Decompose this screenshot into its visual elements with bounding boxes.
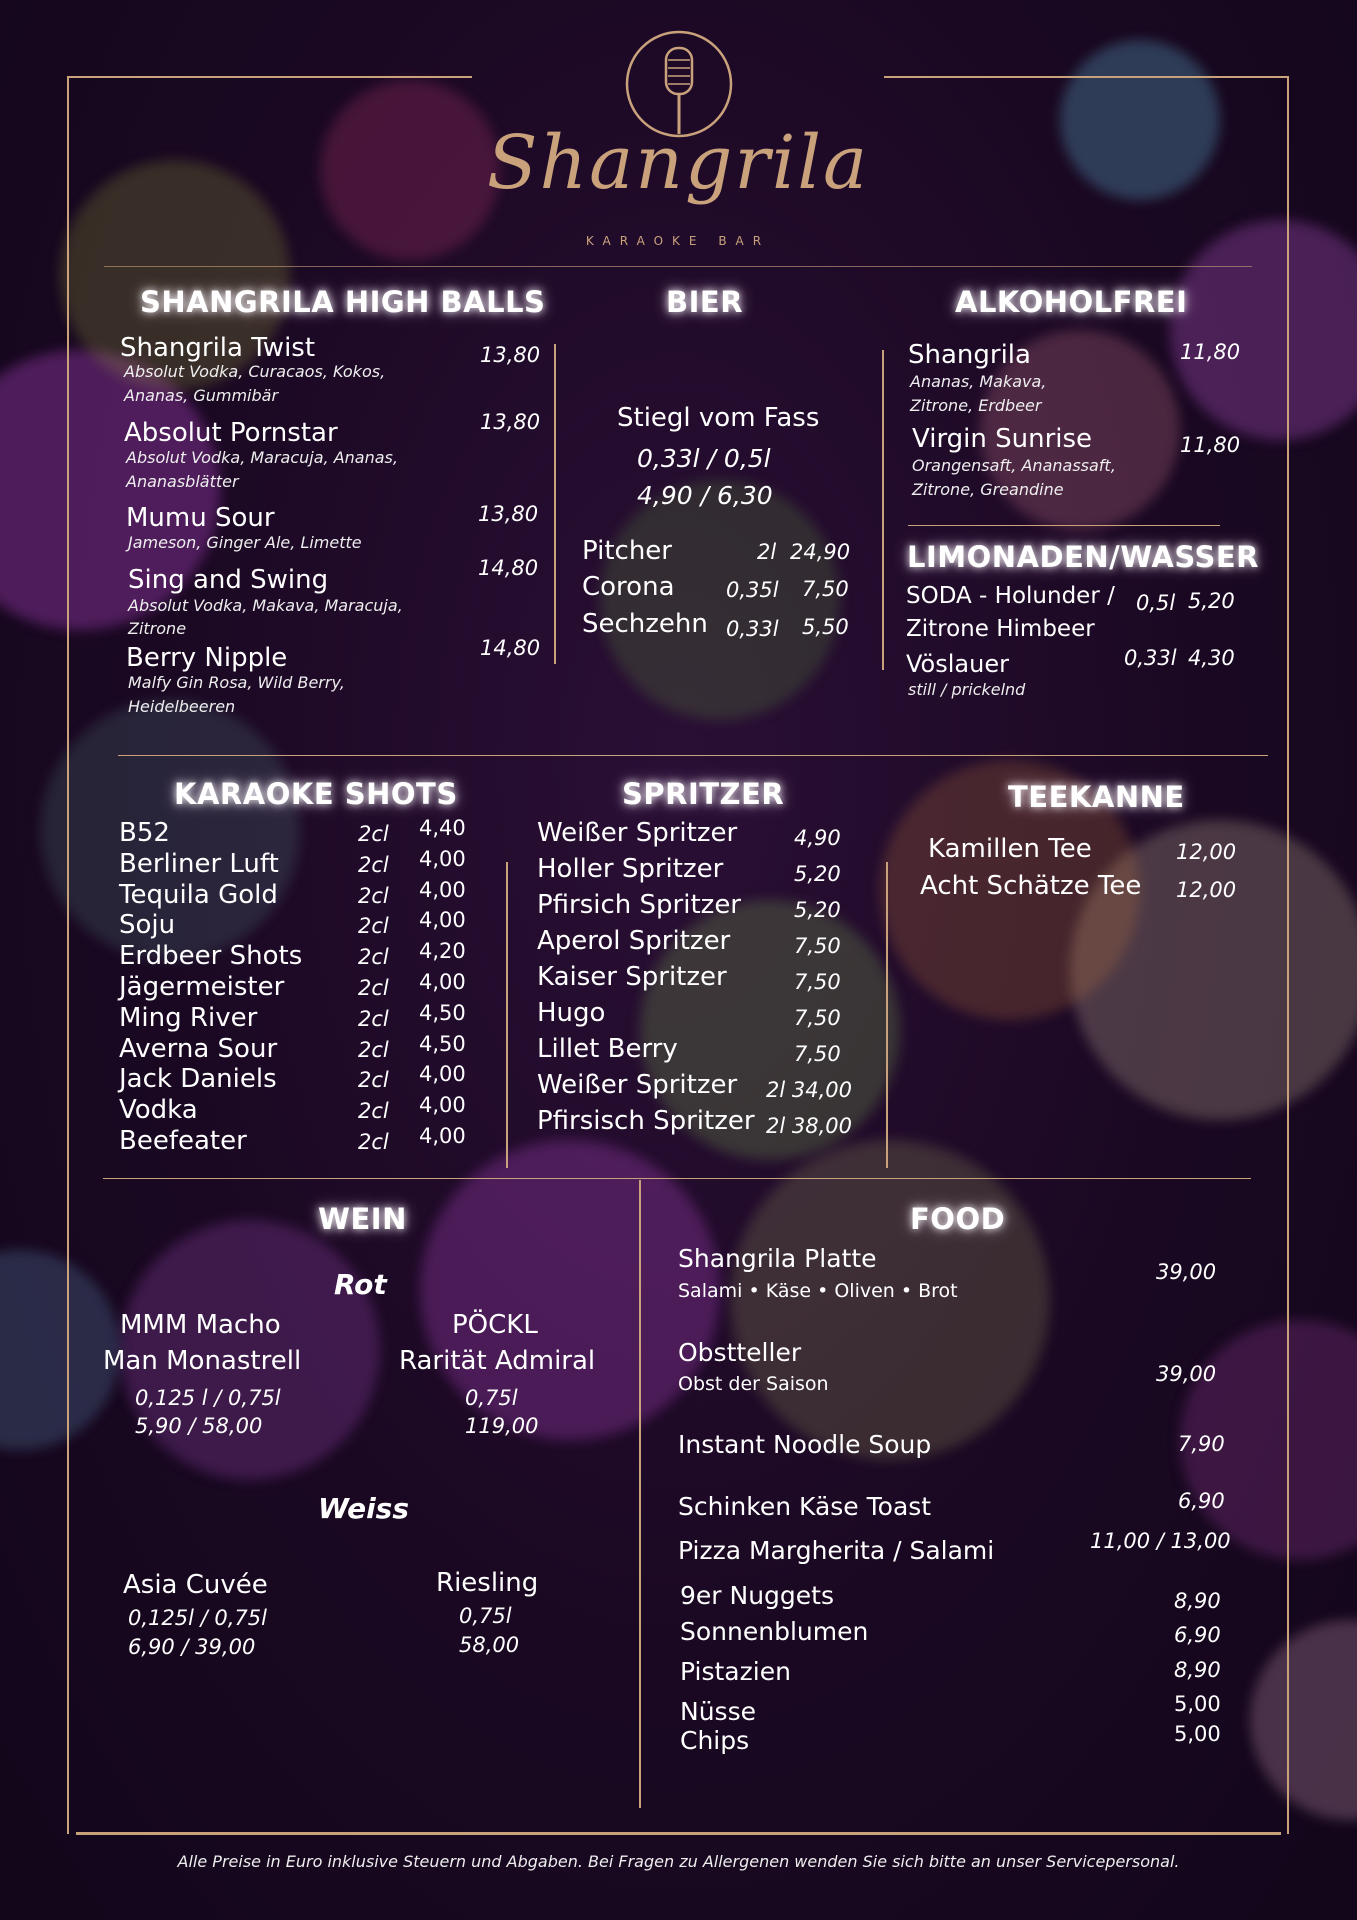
food-name: Nüsse — [680, 1697, 756, 1726]
shot-name: Averna Sour — [119, 1033, 278, 1064]
spritzer-name: Weißer Spritzer — [537, 1070, 738, 1100]
shot-price: 4,00 — [419, 1124, 466, 1148]
highball-name: Absolut Pornstar — [124, 418, 338, 448]
food-price: 6,90 — [1178, 1489, 1225, 1513]
food-name: Pizza Margherita / Salami — [678, 1536, 995, 1565]
food-desc: Salami • Käse • Oliven • Brot — [678, 1280, 958, 1302]
alkoholfrei-price: 11,80 — [1180, 433, 1241, 457]
limonaden-name: Zitrone Himbeer — [906, 616, 1095, 642]
food-price: 5,00 — [1174, 1692, 1221, 1716]
bier-name: Sechzehn — [582, 609, 708, 639]
food-price: 39,00 — [1156, 1260, 1217, 1284]
frame-top-right — [884, 76, 1288, 78]
wein-name: Asia Cuvée — [123, 1570, 268, 1600]
limonaden-name: SODA - Holunder / — [906, 583, 1115, 609]
tee-price: 12,00 — [1176, 840, 1237, 864]
highball-name: Mumu Sour — [126, 503, 275, 533]
shot-price: 4,00 — [419, 1062, 466, 1087]
shot-price: 4,50 — [419, 1031, 466, 1056]
spritzer-price: 7,50 — [794, 934, 841, 958]
food-price: 39,00 — [1156, 1362, 1217, 1386]
highball-name: Shangrila Twist — [120, 333, 316, 363]
shot-name: Beefeater — [119, 1126, 247, 1156]
highball-desc: Ananasblätter — [126, 472, 239, 491]
highball-price: 14,80 — [478, 556, 539, 580]
frame-top-left — [68, 76, 472, 78]
shot-name: Ming River — [119, 1002, 258, 1033]
bier-price: 5,50 — [802, 615, 849, 639]
food-price: 8,90 — [1174, 1589, 1221, 1613]
wein-size: 0,125 l / 0,75l — [135, 1386, 281, 1410]
spritzer-name: Pfirsisch Spritzer — [537, 1106, 755, 1136]
shots-title: KARAOKE SHOTS — [174, 777, 458, 811]
divider-v — [886, 862, 888, 1168]
wein-size: 0,125l / 0,75l — [128, 1606, 267, 1630]
alkoholfrei-name: Shangrila — [908, 340, 1031, 370]
wein-name: MMM Macho — [120, 1310, 281, 1340]
alkoholfrei-price: 11,80 — [1180, 340, 1241, 364]
divider-v — [554, 344, 556, 664]
spritzer-name: Aperol Spritzer — [537, 926, 731, 956]
alkoholfrei-desc: Zitrone, Erdbeer — [910, 396, 1042, 415]
bier-name: Pitcher — [582, 536, 672, 566]
wein-name: Riesling — [436, 1568, 539, 1598]
food-price: 5,00 — [1174, 1722, 1221, 1746]
limonaden-size: 0,5l — [1136, 591, 1176, 615]
limonaden-price: 5,20 — [1188, 589, 1235, 613]
shot-name: Erdbeer Shots — [119, 941, 303, 972]
highball-price: 13,80 — [480, 343, 541, 367]
highball-desc: Zitrone — [128, 619, 187, 638]
shot-size: 2cl — [358, 1006, 389, 1031]
shot-size: 2cl — [358, 822, 389, 846]
divider-v — [882, 350, 884, 670]
shot-price: 4,40 — [419, 816, 466, 840]
wein-price: 5,90 / 58,00 — [135, 1414, 263, 1438]
wein-price: 58,00 — [459, 1633, 520, 1657]
tee-name: Acht Schätze Tee — [920, 871, 1142, 901]
bier-size: 0,35l — [726, 578, 779, 602]
spritzer-title: SPRITZER — [622, 777, 785, 811]
wein-name: PÖCKL — [452, 1310, 538, 1340]
spritzer-price: 5,20 — [794, 862, 841, 886]
food-name: 9er Nuggets — [680, 1581, 835, 1610]
shot-name: Vodka — [119, 1095, 198, 1126]
food-name: Schinken Käse Toast — [678, 1492, 932, 1521]
shot-size: 2cl — [358, 945, 389, 970]
shot-size: 2cl — [358, 1068, 389, 1093]
food-name: Sonnenblumen — [680, 1617, 869, 1646]
shot-price: 4,00 — [419, 970, 466, 994]
divider-v — [639, 1180, 641, 1808]
wein-name: Man Monastrell — [103, 1346, 302, 1376]
spritzer-price: 2l 38,00 — [766, 1114, 852, 1138]
spritzer-name: Weißer Spritzer — [537, 818, 738, 848]
food-name: Shangrila Platte — [678, 1244, 877, 1273]
highball-desc: Malfy Gin Rosa, Wild Berry, — [128, 673, 345, 692]
spritzer-price: 7,50 — [794, 1042, 841, 1066]
wein-price: 119,00 — [465, 1414, 539, 1438]
wein-name: Rarität Admiral — [399, 1346, 596, 1376]
wein-size: 0,75l — [465, 1386, 518, 1410]
shot-name: Soju — [119, 910, 176, 941]
wein-rot-label: Rot — [334, 1268, 387, 1301]
alkoholfrei-title: ALKOHOLFREI — [955, 285, 1188, 319]
limonaden-size: 0,33l — [1124, 646, 1177, 670]
alkoholfrei-desc: Orangensaft, Ananassaft, — [912, 456, 1116, 475]
wein-price: 6,90 / 39,00 — [128, 1635, 256, 1659]
spritzer-price: 7,50 — [794, 1006, 841, 1030]
food-price: 6,90 — [1174, 1623, 1221, 1647]
limonaden-desc: still / prickelnd — [908, 680, 1026, 699]
limonaden-name: Vöslauer — [906, 650, 1009, 678]
shot-name: Jägermeister — [119, 972, 285, 1002]
shot-price: 4,00 — [419, 1093, 466, 1118]
shot-size: 2cl — [358, 1037, 389, 1062]
highball-desc: Absolut Vodka, Makava, Maracuja, — [128, 596, 403, 615]
frame-right — [1287, 76, 1289, 1834]
divider-h — [908, 525, 1220, 526]
food-title: FOOD — [910, 1202, 1006, 1236]
divider-top — [104, 266, 1252, 267]
bier-tap-sizes: 0,33l / 0,5l — [637, 444, 771, 473]
bier-price: 7,50 — [802, 577, 849, 601]
spritzer-name: Kaiser Spritzer — [537, 962, 727, 992]
highball-desc: Jameson, Ginger Ale, Limette — [128, 533, 362, 552]
bier-size: 2l — [757, 540, 777, 564]
bier-tap-prices: 4,90 / 6,30 — [637, 481, 773, 510]
divider-h — [118, 755, 1268, 756]
highball-price: 13,80 — [480, 410, 541, 434]
wein-title: WEIN — [318, 1202, 407, 1236]
shot-size: 2cl — [358, 883, 389, 908]
bier-name: Corona — [582, 572, 675, 602]
spritzer-name: Hugo — [537, 998, 606, 1028]
alkoholfrei-name: Virgin Sunrise — [912, 424, 1093, 454]
shot-name: Berliner Luft — [119, 848, 279, 879]
alkoholfrei-desc: Ananas, Makava, — [910, 372, 1047, 391]
food-name: Pistazien — [680, 1657, 791, 1686]
shot-name: Jack Daniels — [119, 1064, 277, 1095]
shot-price: 4,00 — [419, 846, 466, 871]
shot-size: 2cl — [358, 1099, 389, 1124]
divider-h — [103, 1178, 1251, 1179]
limonaden-price: 4,30 — [1188, 646, 1235, 670]
shot-price: 4,00 — [419, 877, 466, 902]
highball-price: 13,80 — [478, 502, 539, 526]
shot-name: B52 — [119, 818, 170, 848]
highball-name: Sing and Swing — [128, 565, 329, 595]
food-price: 8,90 — [1174, 1658, 1221, 1682]
wein-size: 0,75l — [459, 1604, 512, 1628]
wein-weiss-label: Weiss — [318, 1492, 410, 1525]
food-price: 7,90 — [1178, 1432, 1225, 1456]
spritzer-price: 4,90 — [794, 826, 841, 850]
tee-price: 12,00 — [1176, 878, 1237, 902]
bier-price: 24,90 — [790, 540, 851, 564]
spritzer-name: Pfirsich Spritzer — [537, 890, 742, 920]
shot-price: 4,00 — [419, 908, 466, 933]
frame-left — [67, 76, 69, 1834]
shot-price: 4,50 — [419, 1000, 466, 1025]
spritzer-price: 7,50 — [794, 970, 841, 994]
shot-name: Tequila Gold — [119, 879, 278, 910]
spritzer-price: 5,20 — [794, 898, 841, 922]
shot-size: 2cl — [358, 1130, 389, 1154]
food-desc: Obst der Saison — [678, 1373, 829, 1395]
shot-size: 2cl — [358, 914, 389, 939]
highball-desc: Absolut Vodka, Curacaos, Kokos, — [124, 362, 386, 381]
food-name: Obstteller — [678, 1338, 802, 1367]
shot-price: 4,20 — [419, 939, 466, 964]
highball-desc: Ananas, Gummibär — [124, 386, 279, 405]
highball-name: Berry Nipple — [126, 643, 288, 673]
food-name: Chips — [680, 1726, 750, 1755]
shot-size: 2cl — [358, 976, 389, 1000]
brand-logo-text: Shangrila — [486, 120, 870, 206]
bier-tap-name: Stiegl vom Fass — [617, 403, 820, 433]
alkoholfrei-desc: Zitrone, Greandine — [912, 480, 1064, 499]
shot-size: 2cl — [358, 852, 389, 877]
frame-bottom — [76, 1832, 1281, 1835]
highball-price: 14,80 — [480, 636, 541, 660]
footer-note: Alle Preise in Euro inklusive Steuern und Abgaben. Bei Fragen zu Allergenen wenden Sie sich bitte an unser Servicepersonal. — [177, 1852, 1180, 1871]
highball-desc: Absolut Vodka, Maracuja, Ananas, — [126, 448, 398, 467]
spritzer-name: Holler Spritzer — [537, 854, 724, 884]
tee-name: Kamillen Tee — [928, 834, 1092, 864]
divider-v — [506, 862, 508, 1168]
tee-title: TEEKANNE — [1008, 780, 1185, 814]
bier-size: 0,33l — [726, 617, 779, 641]
limonaden-title: LIMONADEN/WASSER — [907, 540, 1259, 574]
food-price: 11,00 / 13,00 — [1090, 1529, 1231, 1553]
highballs-title: SHANGRILA HIGH BALLS — [140, 285, 546, 319]
highball-desc: Heidelbeeren — [128, 697, 236, 716]
brand-subtitle: KARAOKE BAR — [585, 234, 771, 248]
food-name: Instant Noodle Soup — [678, 1430, 932, 1459]
bier-title: BIER — [666, 285, 744, 319]
spritzer-name: Lillet Berry — [537, 1034, 678, 1064]
spritzer-price: 2l 34,00 — [766, 1078, 852, 1102]
